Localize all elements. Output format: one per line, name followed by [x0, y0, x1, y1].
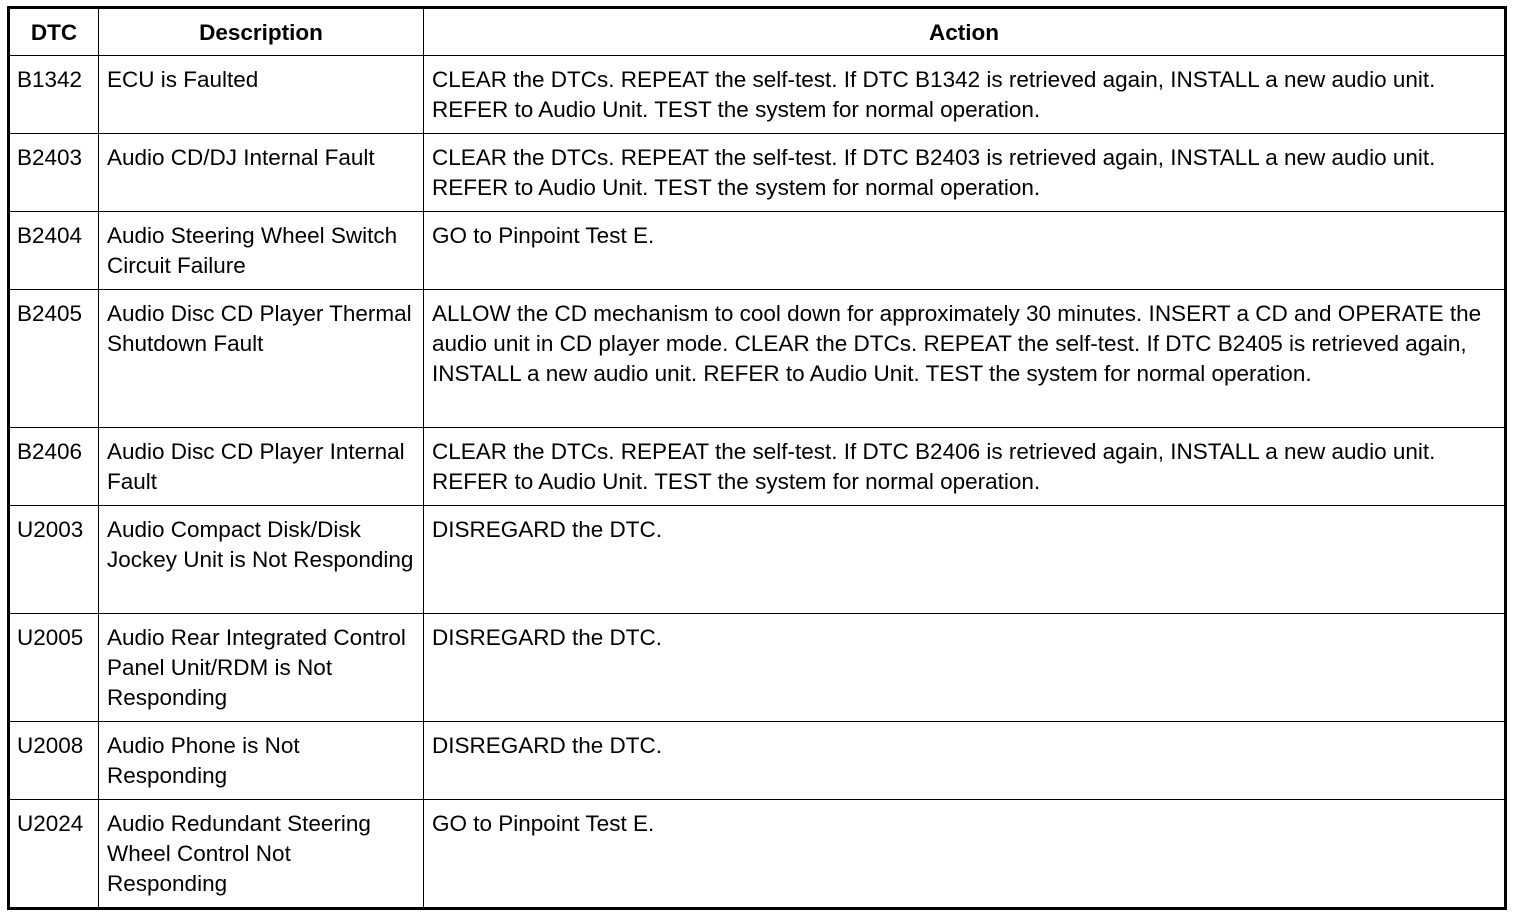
table-header-row	[9, 8, 1506, 56]
dtc-action: DISREGARD the DTC.	[424, 722, 1506, 800]
dtc-code: B1342	[9, 56, 99, 134]
dtc-description: ECU is Faulted	[99, 56, 424, 134]
table-row	[9, 56, 1506, 134]
dtc-code: B2404	[9, 212, 99, 290]
dtc-table	[7, 6, 1507, 910]
dtc-description: Audio CD/DJ Internal Fault	[99, 134, 424, 212]
table-row	[9, 800, 1506, 909]
dtc-action: ALLOW the CD mechanism to cool down for approximately 30 minutes. INSERT a CD and OPERATE the audio unit in CD player mode. CLEAR the DTCs. REPEAT the self-test. If DTC B2405 is retrieved again, INSTALL a new audio unit. REFER to Audio Unit. TEST the system for normal operation.	[424, 290, 1506, 428]
dtc-code: U2003	[9, 506, 99, 614]
table-row	[9, 428, 1506, 506]
header-action: Action	[424, 8, 1506, 56]
header-description: Description	[99, 8, 424, 56]
table-row	[9, 134, 1506, 212]
dtc-action: DISREGARD the DTC.	[424, 506, 1506, 614]
dtc-description: Audio Phone is Not Responding	[99, 722, 424, 800]
dtc-code: U2008	[9, 722, 99, 800]
dtc-action: GO to Pinpoint Test E.	[424, 212, 1506, 290]
dtc-action: GO to Pinpoint Test E.	[424, 800, 1506, 909]
table-row	[9, 722, 1506, 800]
dtc-code: U2005	[9, 614, 99, 722]
dtc-action: CLEAR the DTCs. REPEAT the self-test. If DTC B2403 is retrieved again, INSTALL a new audio unit. REFER to Audio Unit. TEST the system for normal operation.	[424, 134, 1506, 212]
dtc-description: Audio Disc CD Player Thermal Shutdown Fault	[99, 290, 424, 428]
dtc-description: Audio Disc CD Player Internal Fault	[99, 428, 424, 506]
dtc-description: Audio Redundant Steering Wheel Control Not Responding	[99, 800, 424, 909]
header-dtc: DTC	[9, 8, 99, 56]
dtc-action: CLEAR the DTCs. REPEAT the self-test. If DTC B1342 is retrieved again, INSTALL a new audio unit. REFER to Audio Unit. TEST the system for normal operation.	[424, 56, 1506, 134]
table-row	[9, 212, 1506, 290]
dtc-code: B2405	[9, 290, 99, 428]
dtc-description: Audio Rear Integrated Control Panel Unit/RDM is Not Responding	[99, 614, 424, 722]
table-row	[9, 614, 1506, 722]
dtc-action: DISREGARD the DTC.	[424, 614, 1506, 722]
dtc-code: B2406	[9, 428, 99, 506]
table-row	[9, 506, 1506, 614]
dtc-code: B2403	[9, 134, 99, 212]
dtc-code: U2024	[9, 800, 99, 909]
dtc-description: Audio Steering Wheel Switch Circuit Failure	[99, 212, 424, 290]
table-row	[9, 290, 1506, 428]
dtc-description: Audio Compact Disk/Disk Jockey Unit is Not Responding	[99, 506, 424, 614]
dtc-action: CLEAR the DTCs. REPEAT the self-test. If DTC B2406 is retrieved again, INSTALL a new audio unit. REFER to Audio Unit. TEST the system for normal operation.	[424, 428, 1506, 506]
